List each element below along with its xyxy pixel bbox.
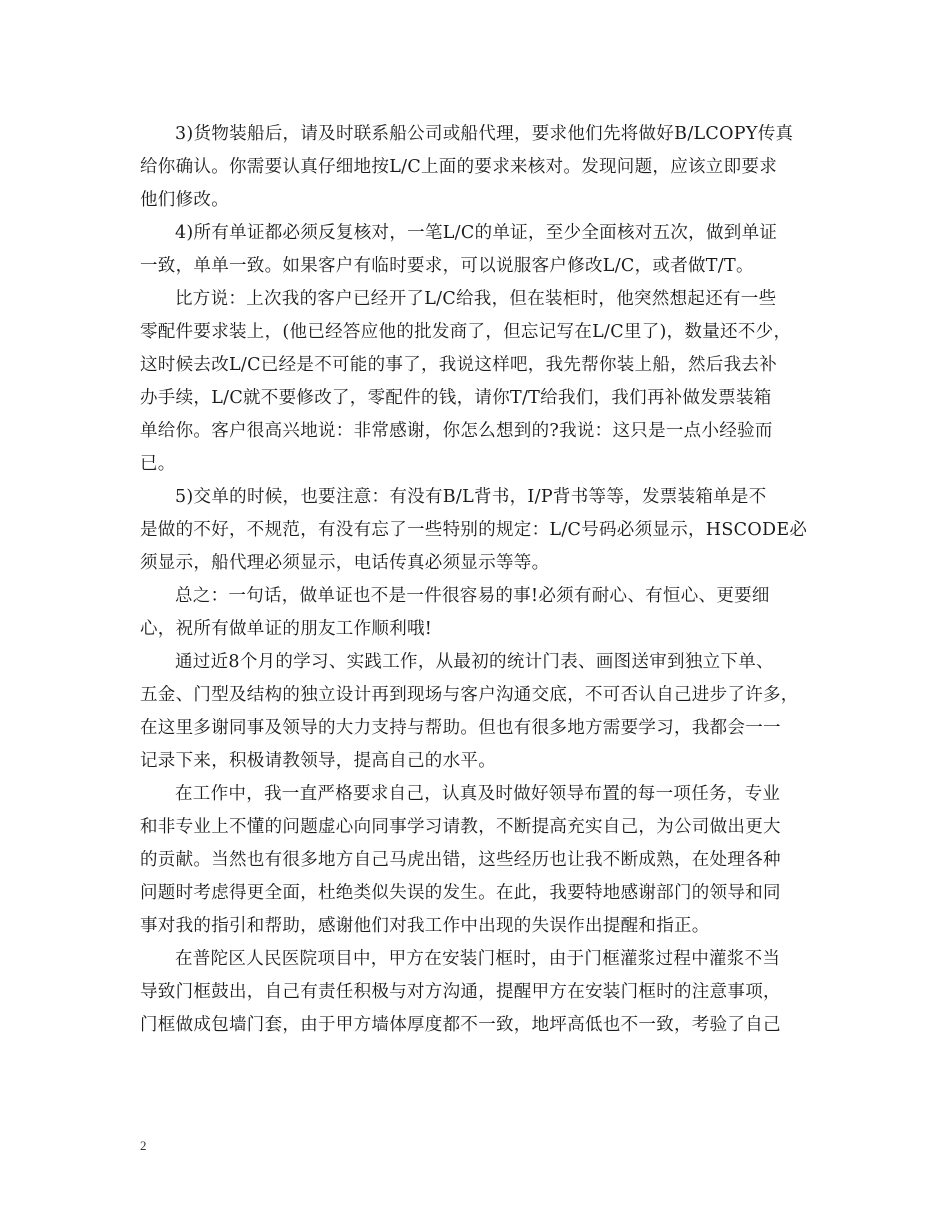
paragraph-hospital-project: 在普陀区人民医院项目中，甲方在安装门框时，由于门框灌浆过程中灌浆不当 导致门框鼓出，自己有责任积极与对方沟通，提醒甲方在安装门框时的注意事项， 门框做成包墙门套，由于甲方墙体厚度都不一致，地坪高低也不一致，考验了自己: [140, 949, 781, 1035]
paragraph-work-attitude: 在工作中，我一直严格要求自己，认真及时做好领导布置的每一项任务，专业 和非专业上不懂的问题虚心向同事学习请教，不断提高充实自己，为公司做出更大 的贡献。当然也有很多地方自己马虎出错，这些经历也让我不断成熟，在处理各种 问题时考虑得更全面，杜绝类似失误的发生。在此，我要特地感谢部门的领导和同 事对我的指引和帮助，感谢他们对我工作中出现的失误作出提醒和指正。: [140, 784, 781, 936]
paragraph-example: 比方说：上次我的客户已经开了L/C给我，但在装柜时，他突然想起还有一些 零配件要求装上，(他已经答应他的批发商了，但忘记写在L/C里了)，数量还不少， 这时候去改L/C已经是不可能的事了，我说这样吧，我先帮你装上船，然后我去补 办手续，L/C就不要修改了，零配件的钱，请你T/T给我们，我们再补做发票装箱 单给你。客户很高兴地说：非常感谢，你怎么想到的?我说：这只是一点小经验而 已。: [140, 289, 792, 474]
paragraph-document-submission: 5)交单的时候，也要注意：有没有B/L背书，I/P背书等等，发票装箱单是不 是做的不好，不规范，有没有忘了一些特别的规定：L/C号码必须显示，HSCODE必 须显示，船代理必须显示，电话传真必须显示等等。: [140, 487, 808, 573]
page-number: 2: [140, 1138, 147, 1153]
paragraph-shipping-confirmation: 3)货物装船后，请及时联系船公司或船代理，要求他们先将做好B/LCOPY传真 给你确认。你需要认真仔细地按L/C上面的要求来核对。发现问题，应该立即要求 他们修改。: [140, 124, 794, 210]
document-body: [140, 118, 820, 1042]
paragraph-document-verification: 4)所有单证都必须反复核对，一笔L/C的单证，至少全面核对五次，做到单证 一致，单单一致。如果客户有临时要求，可以说服客户修改L/C，或者做T/T。: [140, 223, 778, 276]
paragraph-eight-months-work: 通过近8个月的学习、实践工作，从最初的统计门表、画图送审到独立下单、 五金、门型及结构的独立设计再到现场与客户沟通交底，不可否认自己进步了许多， 在这里多谢同事及领导的大力支持与帮助。但也有很多地方需要学习，我都会一一 记录下来，积极请教领导，提高自己的水平。: [140, 652, 799, 771]
paragraph-summary: 总之：一句话，做单证也不是一件很容易的事!必须有耐心、有恒心、更要细 心，祝所有做单证的朋友工作顺利哦!: [140, 586, 770, 639]
